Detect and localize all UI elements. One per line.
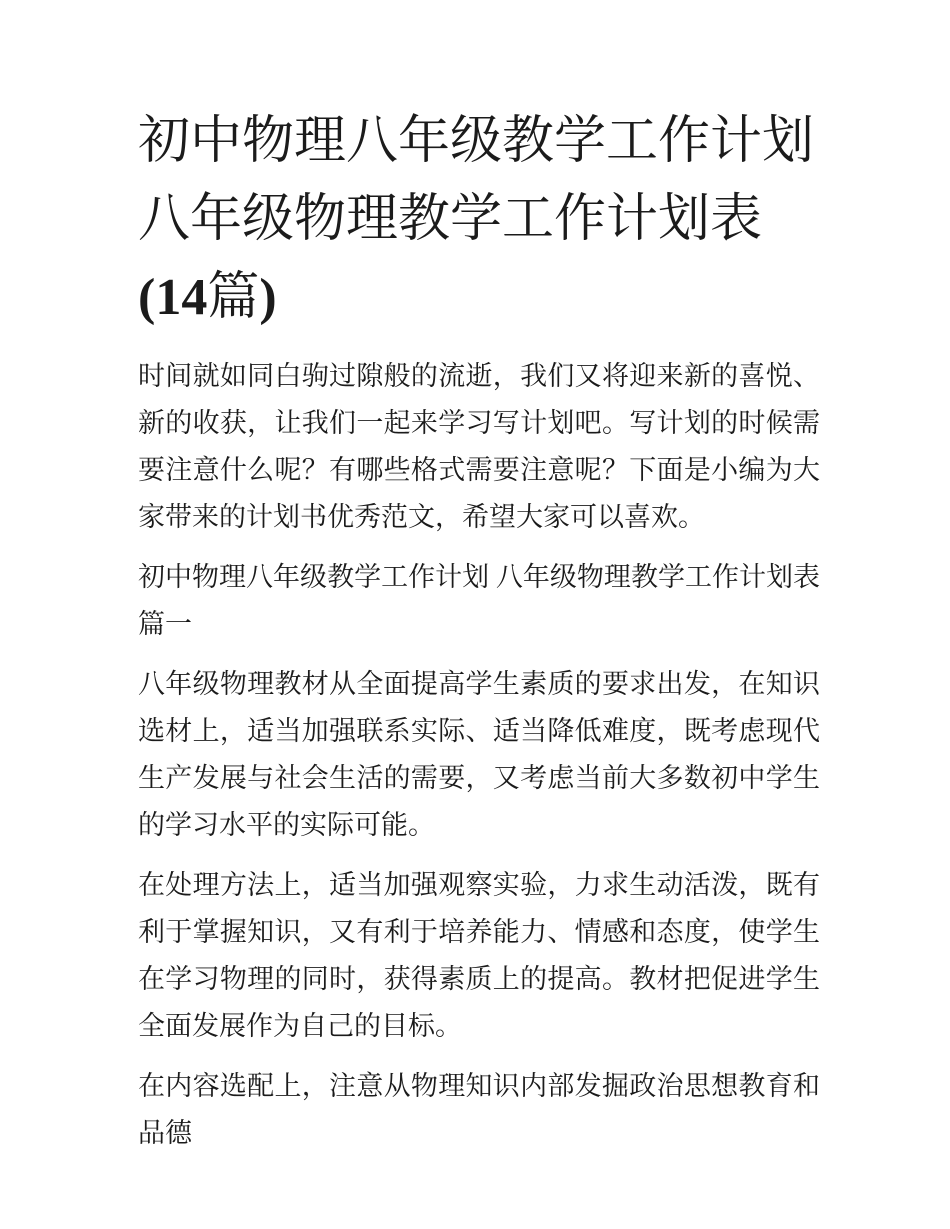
section-heading-part-one: 初中物理八年级教学工作计划 八年级物理教学工作计划表篇一: [138, 562, 820, 639]
paragraph-teaching-method: 在处理方法上，适当加强观察实验，力求生动活泼，既有利于掌握知识，又有利于培养能力、情感和态度，使学生在学习物理的同时，获得素质上的提高。教材把促进学生全面发展作为自己的目标。: [138, 870, 820, 1041]
document-title: [138, 103, 820, 337]
paragraph-textbook-selection: 八年级物理教材从全面提高学生素质的要求出发，在知识选材上，适当加强联系实际、适当降低难度，既考虑现代生产发展与社会生活的需要，又考虑当前大多数初中学生的学习水平的实际可能。: [138, 669, 820, 840]
title-pian-char: 篇: [207, 269, 260, 326]
title-count-open: (14: [138, 269, 208, 326]
document-content: [138, 103, 820, 1170]
title-main-text: 初中物理八年级教学工作计划 八年级物理教学工作计划表: [138, 113, 815, 248]
paragraph-content-selection-partial: 在内容选配上，注意从物理知识内部发掘政治思想教育和品德: [138, 1071, 820, 1148]
paragraph-intro: 时间就如同白驹过隙般的流逝，我们又将迎来新的喜悦、新的收获，让我们一起来学习写计划吧。写计划的时候需要注意什么呢？有哪些格式需要注意呢？下面是小编为大家带来的计划书优秀范文，希望大家可以喜欢。: [138, 361, 820, 532]
title-count-close: ): [259, 269, 277, 326]
